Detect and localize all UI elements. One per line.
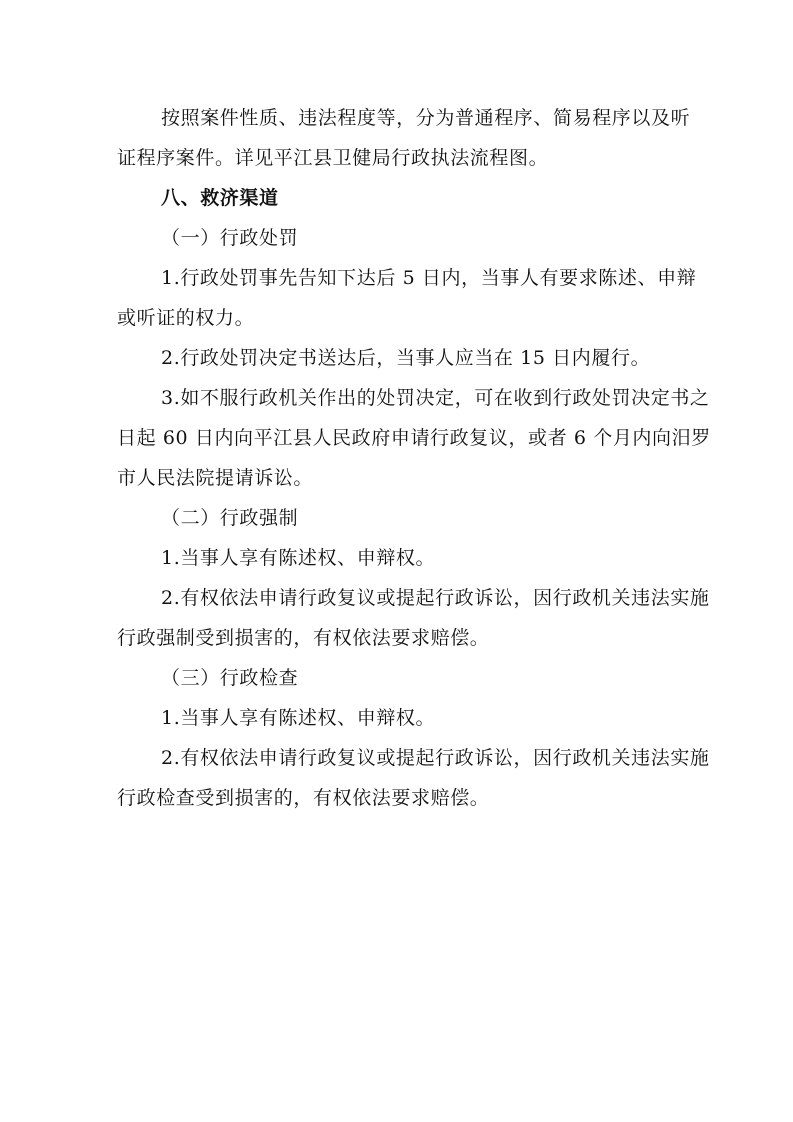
list-item-line: 行政检查受到损害的，有权依法要求赔偿。 <box>117 787 490 809</box>
list-item-line: 1.当事人享有陈述权、申辩权。 <box>161 707 436 729</box>
section-heading: 八、救济渠道 <box>161 187 279 209</box>
list-item-line: 行政强制受到损害的，有权依法要求赔偿。 <box>117 627 490 649</box>
paragraph-line: 按照案件性质、违法程度等，分为普通程序、简易程序以及听 <box>161 107 691 129</box>
list-item-line: 3.如不服行政机关作出的处罚决定，可在收到行政处罚决定书之 <box>161 387 710 409</box>
list-item-line: 市人民法院提请诉讼。 <box>117 467 314 489</box>
subsection-heading: （二）行政强制 <box>161 507 299 529</box>
subsection-heading: （一）行政处罚 <box>161 227 299 249</box>
list-item-line: 1.当事人享有陈述权、申辩权。 <box>161 547 436 569</box>
list-item-line: 2.有权依法申请行政复议或提起行政诉讼，因行政机关违法实施 <box>161 587 710 609</box>
paragraph-line: 证程序案件。详见平江县卫健局行政执法流程图。 <box>117 147 549 169</box>
document-body <box>117 98 711 818</box>
list-item-line: 2.有权依法申请行政复议或提起行政诉讼，因行政机关违法实施 <box>161 747 710 769</box>
list-item-line: 1.行政处罚事先告知下达后 5 日内，当事人有要求陈述、申辩 <box>161 267 697 289</box>
list-item-line: 2.行政处罚决定书送达后，当事人应当在 15 日内履行。 <box>161 347 651 369</box>
subsection-heading: （三）行政检查 <box>161 667 299 689</box>
list-item-line: 或听证的权力。 <box>117 307 255 329</box>
list-item-line: 日起 60 日内向平江县人民政府申请行政复议，或者 6 个月内向汨罗 <box>117 427 711 449</box>
